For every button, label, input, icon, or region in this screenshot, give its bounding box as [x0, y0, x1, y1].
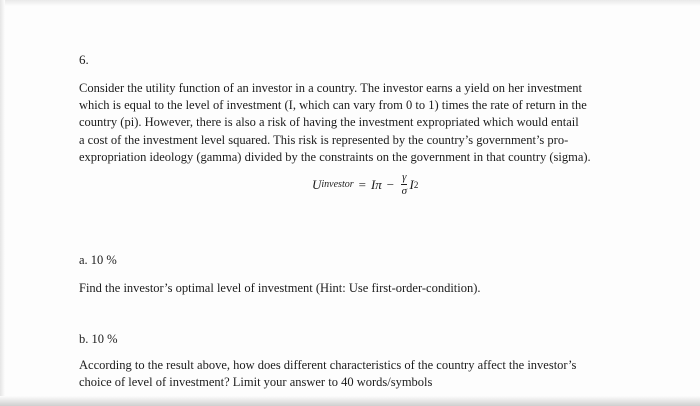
page-edge-shadow-bottom	[0, 396, 700, 406]
part-a-label: a. 10 %	[79, 253, 117, 267]
part-a-line: Find the investor’s optimal level of investment (Hint: Use first-order-condition).	[79, 281, 481, 295]
paragraph-line: expropriation ideology (gamma) divided by the constraints on the government in that country (sigma).	[79, 149, 591, 164]
fraction-numerator: γ	[402, 171, 407, 183]
equation-equals: =	[358, 176, 366, 192]
part-a-text	[79, 280, 639, 297]
equation-minus: −	[386, 176, 395, 192]
equation-lhs-subscript: investor	[321, 179, 354, 190]
part-b-line: According to the result above, how does different characteristics of the country affect the investor’s	[79, 358, 577, 372]
equation-lhs: U	[312, 176, 322, 192]
page-edge-shadow-top	[0, 0, 700, 6]
paragraph-line: Consider the utility function of an investor in a country. The investor earns a yield on her investment	[79, 81, 583, 95]
part-b-line: choice of level of investment? Limit your answer to 40 words/symbols	[79, 375, 433, 390]
paragraph-line: a cost of the investment level squared. This risk is represented by the country’s government’s pro-	[79, 132, 569, 147]
part-b-label: b. 10 %	[79, 332, 118, 346]
part-b-text	[79, 357, 639, 391]
equation-term1: Iπ	[370, 176, 382, 192]
fraction-denominator: σ	[401, 185, 408, 197]
question-paragraph	[79, 80, 624, 166]
utility-equation	[312, 172, 418, 197]
equation-term2: I	[409, 176, 414, 192]
equation-exponent: 2	[413, 179, 419, 190]
paragraph-line: which is equal to the level of investment (I, which can vary from 0 to 1) times the rate of return in the	[79, 98, 587, 113]
question-number: 6.	[79, 52, 89, 67]
paragraph-line: country (pi). However, there is also a risk of having the investment expropriated which would entail	[79, 115, 579, 130]
page-edge-shadow-left	[0, 0, 5, 406]
equation-fraction	[401, 172, 407, 197]
